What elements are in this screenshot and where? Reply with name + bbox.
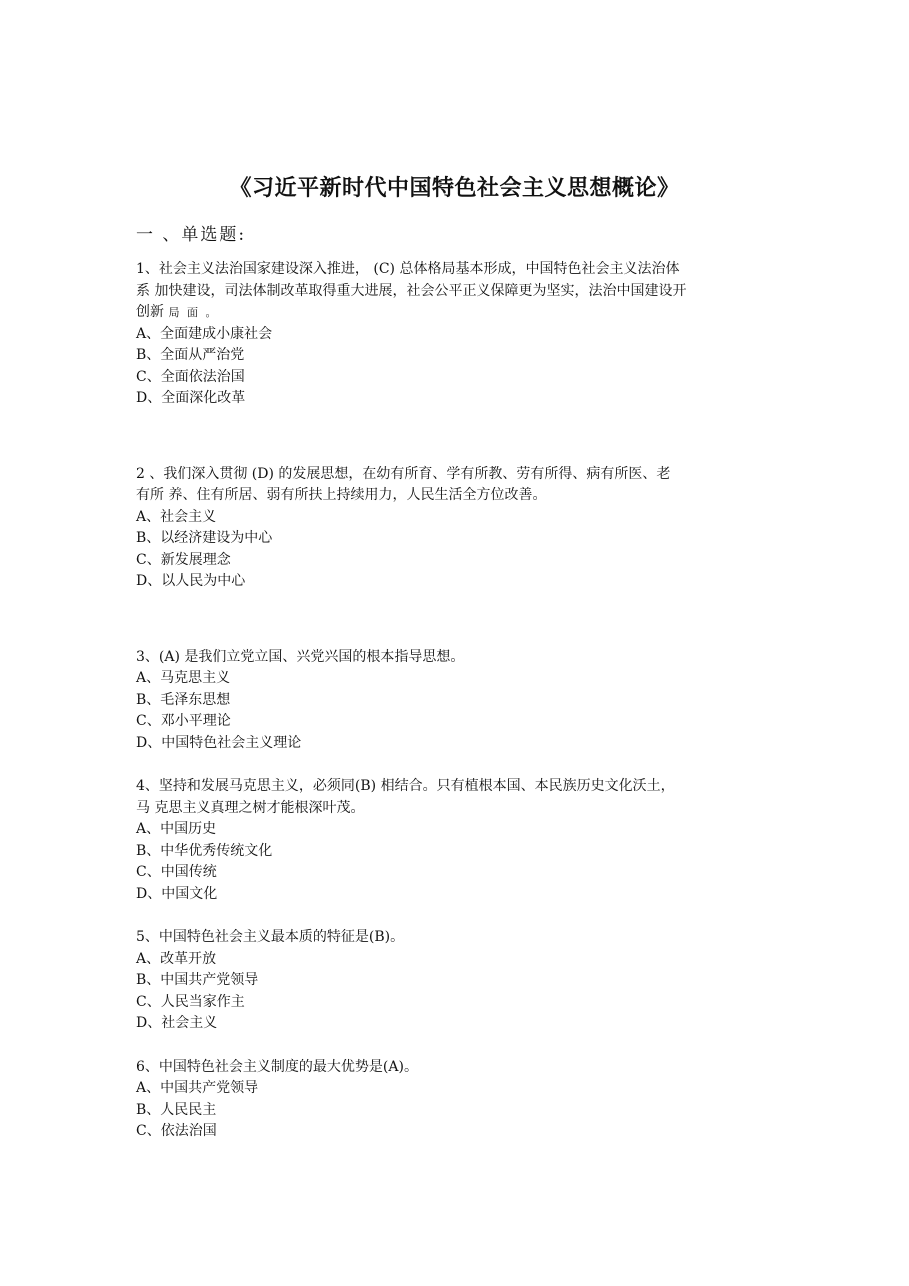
stem-line: 5、中国特色社会主义最本质的特征是(B)。 [136, 929, 405, 945]
option-a: A、全面建成小康社会 [136, 325, 273, 342]
stem-tail-small-text: 局 面 。 [168, 306, 219, 319]
stem-tail-text: 创新 [136, 304, 169, 320]
stem-line: 4、坚持和发展马克思主义，必须同(B) 相结合。只有植根本国、本民族历史文化沃土， [136, 778, 675, 794]
question-stem [136, 464, 776, 507]
question-6 [136, 1057, 776, 1143]
option-d: D、中国特色社会主义理论 [136, 734, 302, 751]
stem-line [136, 302, 776, 324]
option-c: C、中国传统 [136, 864, 217, 880]
option-b: B、中华优秀传统文化 [136, 842, 273, 859]
stem-line: 有所 养、住有所居、弱有所扶上持续用力，人民生活全方位改善。 [136, 487, 547, 503]
option-b: B、以经济建设为中心 [136, 530, 273, 546]
spacer [136, 754, 776, 776]
option-d: D、以人民为中心 [136, 573, 246, 589]
spacer [136, 410, 776, 464]
option-a: A、马克思主义 [136, 670, 231, 686]
option-c: C、邓小平理论 [136, 713, 231, 729]
question-2 [136, 464, 776, 593]
spacer [136, 1035, 776, 1057]
stem-line: 2 、我们深入贯彻 (D) 的发展思想，在幼有所育、学有所教、劳有所得、病有所医、老 [136, 465, 671, 482]
question-3 [136, 647, 776, 755]
document-title: 《习近平新时代中国特色社会主义思想概论》 [229, 176, 680, 201]
option-b: B、毛泽东思想 [136, 691, 231, 708]
option-b: B、人民民主 [136, 1101, 217, 1118]
section-heading: 一 、单选题: [136, 225, 247, 245]
question-5 [136, 927, 776, 1035]
stem-line: 1、社会主义法治国家建设深入推进， (C) 总体格局基本形成，中国特色社会主义法治体 [136, 261, 680, 277]
option-b: B、全面从严治党 [136, 347, 245, 363]
option-c: C、人民当家作主 [136, 993, 245, 1010]
option-d: D、中国文化 [136, 885, 218, 902]
option-c: C、依法治国 [136, 1123, 217, 1139]
question-stem [136, 1057, 776, 1079]
question-stem [136, 647, 776, 669]
question-1 [136, 259, 776, 410]
option-b: B、中国共产党领导 [136, 972, 259, 988]
stem-line: 6、中国特色社会主义制度的最大优势是(A)。 [136, 1058, 418, 1075]
option-a: A、中国共产党领导 [136, 1080, 259, 1096]
question-list [136, 259, 776, 1143]
option-a: A、中国历史 [136, 821, 217, 837]
question-stem [136, 927, 776, 949]
question-stem [136, 776, 776, 819]
spacer [136, 905, 776, 927]
option-d: D、全面深化改革 [136, 390, 246, 406]
stem-line: 3、(A) 是我们立党立国、兴党兴国的根本指导思想。 [136, 648, 465, 665]
option-a: A、社会主义 [136, 508, 217, 525]
option-c: C、全面依法治国 [136, 368, 245, 385]
question-stem [136, 259, 776, 324]
stem-line: 系 加快建设，司法体制改革取得重大进展，社会公平正义保障更为坚实，法治中国建设开 [136, 282, 687, 299]
question-4 [136, 776, 776, 905]
stem-line: 马 克思主义真理之树才能根深叶茂。 [136, 799, 365, 816]
option-c: C、新发展理念 [136, 551, 231, 568]
spacer [136, 593, 776, 647]
option-d: D、社会主义 [136, 1015, 218, 1031]
option-a: A、改革开放 [136, 950, 217, 967]
